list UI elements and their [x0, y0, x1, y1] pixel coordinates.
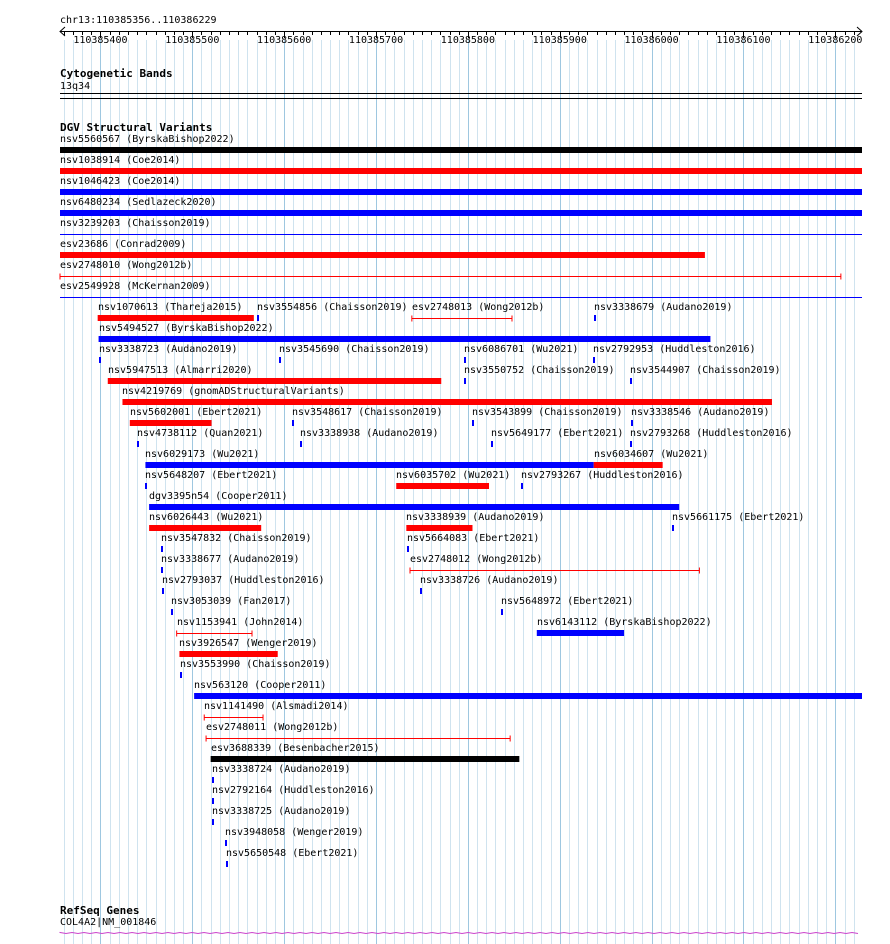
sv-feature-glyph[interactable] [0, 356, 890, 364]
sv-feature-glyph[interactable] [0, 839, 890, 847]
sv-point-mark [420, 588, 422, 594]
sv-feature-label[interactable]: nsv3338725 (Audano2019) [212, 806, 351, 817]
refseq-gene-label[interactable]: COL4A2|NM_001846 [60, 917, 157, 928]
sv-feature-label[interactable]: esv23686 (Conrad2009) [60, 239, 187, 250]
sv-bar [537, 630, 624, 636]
sv-feature-glyph[interactable] [0, 419, 890, 427]
sv-feature-glyph[interactable] [0, 503, 890, 511]
sv-feature-glyph[interactable] [0, 461, 890, 469]
sv-feature-label[interactable]: nsv3544907 (Chaisson2019) [630, 365, 781, 376]
sv-feature-glyph[interactable] [0, 608, 890, 616]
sv-point-mark [672, 525, 674, 531]
sv-point-mark [501, 609, 503, 615]
refseq-gene-glyph[interactable] [0, 928, 890, 938]
sv-feature-label[interactable]: nsv5560567 (ByrskaBishop2022) [60, 134, 235, 145]
sv-feature-label[interactable]: nsv6143112 (ByrskaBishop2022) [537, 617, 712, 628]
sv-feature-glyph[interactable] [0, 272, 890, 280]
sv-feature-glyph[interactable] [0, 230, 890, 238]
sv-bar [122, 399, 772, 405]
sv-feature-label[interactable]: esv2748012 (Wong2012b) [410, 554, 543, 565]
sv-bar [149, 504, 679, 510]
sv-feature-label[interactable]: nsv6029173 (Wu2021) [145, 449, 260, 460]
ruler-tick-label: 110386100 [716, 35, 771, 46]
sv-bar [211, 756, 520, 762]
sv-feature-label[interactable]: nsv5661175 (Ebert2021) [672, 512, 805, 523]
sv-feature-label[interactable]: nsv3545690 (Chaisson2019) [279, 344, 430, 355]
sv-feature-glyph[interactable] [0, 377, 890, 385]
ruler-tick-label: 110385700 [348, 35, 404, 46]
sv-feature-glyph[interactable] [0, 251, 890, 259]
sv-feature-glyph[interactable] [0, 293, 890, 301]
sv-feature-glyph[interactable] [0, 146, 890, 154]
sv-bar [60, 189, 862, 195]
sv-feature-label[interactable]: nsv3554856 (Chaisson2019) [257, 302, 408, 313]
sv-feature-label[interactable]: dgv3395n54 (Cooper2011) [149, 491, 288, 502]
sv-feature-label[interactable]: nsv5648207 (Ebert2021) [145, 470, 278, 481]
refseq-track-title: RefSeq Genes [60, 904, 140, 917]
sv-point-mark [631, 420, 633, 426]
ruler-location: chr13:110385356..110386229 [60, 15, 217, 26]
dgv-track-title: DGV Structural Variants [60, 121, 213, 134]
sv-feature-label[interactable]: nsv3338677 (Audano2019) [161, 554, 300, 565]
sv-feature-glyph[interactable] [0, 524, 890, 532]
sv-feature-label[interactable]: nsv4738112 (Quan2021) [137, 428, 264, 439]
sv-feature-label[interactable]: nsv1070613 (Thareja2015) [98, 302, 243, 313]
sv-feature-glyph[interactable] [0, 209, 890, 217]
sv-feature-glyph[interactable] [0, 860, 890, 868]
sv-point-mark [225, 840, 227, 846]
sv-feature-glyph[interactable] [0, 167, 890, 175]
sv-feature-glyph[interactable] [0, 650, 890, 658]
ruler-tick-label: 110385800 [440, 35, 495, 46]
ruler-tick-label: 110385600 [257, 35, 312, 46]
sv-bar [99, 336, 711, 342]
sv-feature-label[interactable]: esv2748010 (Wong2012b) [60, 260, 193, 271]
sv-feature-label[interactable]: nsv3547832 (Chaisson2019) [161, 533, 312, 544]
ruler-tick-label: 110385500 [165, 35, 220, 46]
sv-feature-label[interactable]: nsv6480234 (Sedlazeck2020) [60, 197, 217, 208]
sv-bar [179, 651, 277, 657]
cytoband-bar-bottom [60, 98, 862, 99]
sv-feature-label[interactable]: nsv3053039 (Fan2017) [171, 596, 292, 607]
sv-feature-glyph[interactable] [0, 482, 890, 490]
sv-feature-label[interactable]: nsv3338938 (Audano2019) [300, 428, 439, 439]
sv-feature-label[interactable]: nsv3926547 (Wenger2019) [179, 638, 318, 649]
sv-feature-label[interactable]: nsv1046423 (Coe2014) [60, 176, 181, 187]
sv-feature-label[interactable]: nsv3543899 (Chaisson2019) [472, 407, 623, 418]
sv-feature-label[interactable]: nsv6086701 (Wu2021) [464, 344, 579, 355]
sv-point-mark [521, 483, 523, 489]
sv-feature-label[interactable]: nsv5947513 (Almarri2020) [108, 365, 253, 376]
sv-feature-label[interactable]: nsv3548617 (Chaisson2019) [292, 407, 443, 418]
sv-point-mark [630, 378, 632, 384]
sv-feature-label[interactable]: nsv5494527 (ByrskaBishop2022) [99, 323, 274, 334]
sv-feature-glyph[interactable] [0, 440, 890, 448]
sv-feature-label[interactable]: nsv3338546 (Audano2019) [631, 407, 770, 418]
sv-feature-label[interactable]: nsv5650548 (Ebert2021) [226, 848, 359, 859]
sv-feature-label[interactable]: nsv1141490 (Alsmadi2014) [204, 701, 349, 712]
sv-feature-label[interactable]: esv3688339 (Besenbacher2015) [211, 743, 380, 754]
sv-feature-label[interactable]: esv2748011 (Wong2012b) [206, 722, 339, 733]
sv-feature-label[interactable]: nsv5648972 (Ebert2021) [501, 596, 634, 607]
sv-feature-glyph[interactable] [0, 713, 890, 721]
sv-feature-glyph[interactable] [0, 587, 890, 595]
sv-point-mark [226, 861, 228, 867]
sv-feature-label[interactable]: esv2549928 (McKernan2009) [60, 281, 211, 292]
sv-bar [60, 147, 862, 153]
sv-feature-glyph[interactable] [0, 797, 890, 805]
sv-feature-label[interactable]: nsv3550752 (Chaisson2019) [464, 365, 615, 376]
sv-feature-glyph[interactable] [0, 188, 890, 196]
ruler-tick-label: 110385900 [532, 35, 587, 46]
sv-feature-glyph[interactable] [0, 671, 890, 679]
sv-feature-label[interactable]: nsv2792164 (Huddleston2016) [212, 785, 375, 796]
sv-feature-glyph[interactable] [0, 755, 890, 763]
sv-point-mark [630, 441, 632, 447]
cytoband-bar[interactable] [60, 93, 862, 94]
sv-feature-label[interactable]: nsv3338939 (Audano2019) [406, 512, 545, 523]
sv-feature-glyph[interactable] [0, 776, 890, 784]
cytoband-label: 13q34 [60, 81, 91, 92]
sv-bar [60, 210, 862, 216]
sv-feature-label[interactable]: nsv3948058 (Wenger2019) [225, 827, 364, 838]
sv-feature-label[interactable]: nsv3338724 (Audano2019) [212, 764, 351, 775]
sv-feature-label[interactable]: nsv2793268 (Huddleston2016) [630, 428, 793, 439]
sv-feature-label[interactable]: nsv6034607 (Wu2021) [594, 449, 709, 460]
sv-feature-label[interactable]: nsv1038914 (Coe2014) [60, 155, 181, 166]
sv-point-mark [212, 819, 214, 825]
sv-feature-label[interactable]: nsv2793037 (Huddleston2016) [162, 575, 325, 586]
sv-feature-glyph[interactable] [0, 818, 890, 826]
sv-feature-label[interactable]: nsv5664083 (Ebert2021) [407, 533, 540, 544]
sv-point-mark [180, 672, 182, 678]
sv-feature-glyph[interactable] [0, 629, 890, 637]
ruler-tick-label: 110385400 [73, 35, 128, 46]
sv-feature-glyph[interactable] [0, 692, 890, 700]
sv-feature-label[interactable]: nsv2792953 (Huddleston2016) [593, 344, 756, 355]
sv-point-mark [212, 777, 214, 783]
sv-feature-glyph[interactable] [0, 545, 890, 553]
sv-feature-label[interactable]: esv2748013 (Wong2012b) [412, 302, 545, 313]
sv-feature-glyph[interactable] [0, 335, 890, 343]
sv-bar [60, 252, 705, 258]
sv-feature-label[interactable]: nsv3338723 (Audano2019) [99, 344, 238, 355]
ruler-tick-label: 110386200 [808, 35, 863, 46]
sv-feature-label[interactable]: nsv2793267 (Huddleston2016) [521, 470, 684, 481]
sv-feature-label[interactable]: nsv563120 (Cooper2011) [194, 680, 327, 691]
sv-feature-label[interactable]: nsv3239203 (Chaisson2019) [60, 218, 211, 229]
sv-feature-glyph[interactable] [0, 566, 890, 574]
sv-feature-label[interactable]: nsv5602001 (Ebert2021) [130, 407, 263, 418]
gene-intron-line [60, 933, 858, 934]
sv-point-mark [407, 546, 409, 552]
cytoband-track-title: Cytogenetic Bands [60, 67, 173, 80]
sv-feature-label[interactable]: nsv3553990 (Chaisson2019) [180, 659, 331, 670]
sv-feature-glyph[interactable] [0, 734, 890, 742]
sv-feature-label[interactable]: nsv6026443 (Wu2021) [149, 512, 264, 523]
sv-feature-label[interactable]: nsv3338679 (Audano2019) [594, 302, 733, 313]
sv-feature-glyph[interactable] [0, 314, 890, 322]
sv-feature-label[interactable]: nsv6035702 (Wu2021) [396, 470, 511, 481]
sv-point-mark [593, 357, 595, 363]
sv-bar [60, 168, 862, 174]
ruler-tick-label: 110386000 [624, 35, 679, 46]
sv-feature-glyph[interactable] [0, 398, 890, 406]
sv-feature-label[interactable]: nsv3338726 (Audano2019) [420, 575, 559, 586]
sv-point-mark [594, 315, 596, 321]
sv-bar [594, 462, 663, 468]
sv-feature-label[interactable]: nsv1153941 (John2014) [177, 617, 304, 628]
sv-feature-label[interactable]: nsv4219769 (gnomADStructuralVariants) [122, 386, 345, 397]
sv-point-mark [212, 798, 214, 804]
sv-feature-label[interactable]: nsv5649177 (Ebert2021) [491, 428, 624, 439]
sv-bar [194, 693, 862, 699]
